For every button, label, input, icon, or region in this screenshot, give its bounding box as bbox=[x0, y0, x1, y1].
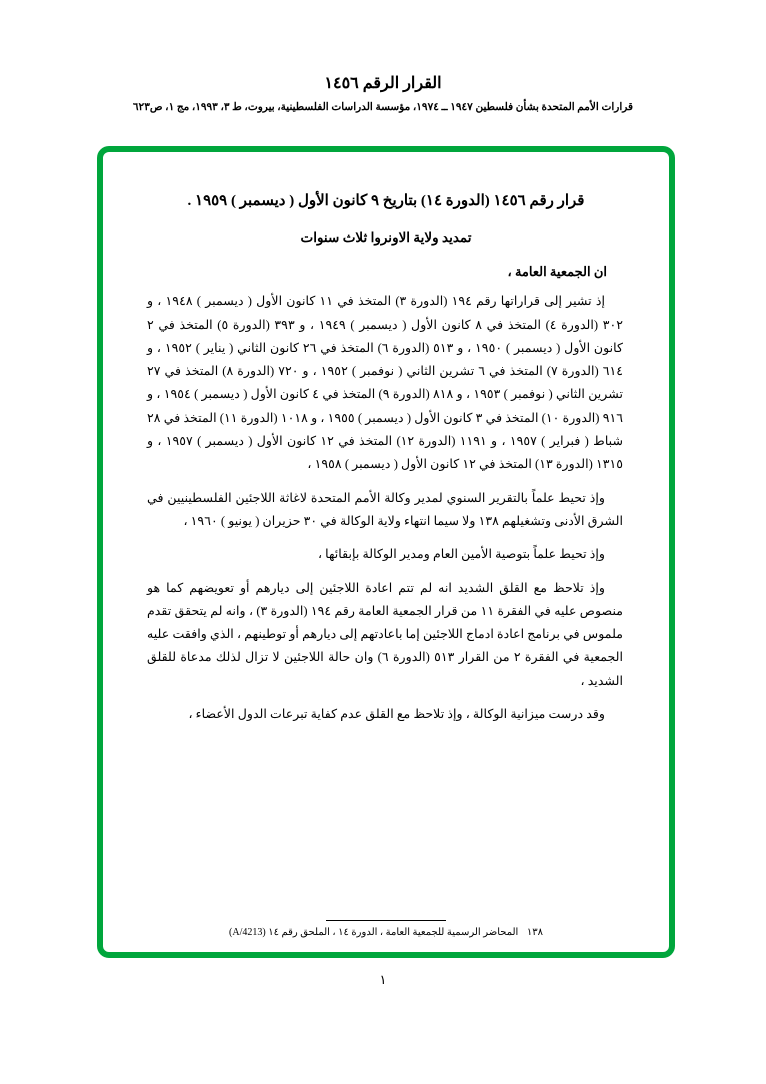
document-body bbox=[103, 152, 669, 952]
footnote bbox=[143, 927, 629, 938]
paragraph-5: وقد درست ميزانية الوكالة ، وإذ تلاحظ مع القلق عدم كفاية تبرعات الدول الأعضاء ، bbox=[188, 707, 605, 721]
assembly-line: ان الجمعية العامة ، bbox=[507, 264, 607, 280]
paragraph-2: وإذ تحيط علماً بالتقرير السنوي لمدير وكالة الأمم المتحدة لاغاثة اللاجئين الفلسطينيين في الشرق الأدنى وتشغيلهم ١٣٨ ولا سيما انتهاء ولاية الوكالة في ٣٠ حزيران ( يونيو ) ١٩٦٠ ، bbox=[147, 490, 623, 528]
paragraph-1: إذ تشير إلى قراراتها رقم ١٩٤ (الدورة ٣) المتخذ في ١١ كانون الأول ( ديسمبر ) ١٩٤٨ ، و ٣٠٢ (الدورة ٤) المتخذ في ٨ كانون الأول ( ديسمبر ) ١٩٤٩ ، و ٣٩٣ (الدورة ٥) المتخذ في ٢ كانون الأول ( ديسمبر ) ١٩٥٠ ، و ٥١٣ (الدورة ٦) المتخذ في ٢٦ كانون الثاني ( يناير ) ١٩٥٢ ، و ٦١٤ (الدورة ٧) المتخذ في ٦ تشرين الثاني ( نوفمبر ) ١٩٥٢ ، و ٧٢٠ (الدورة ٨) المتخذ في ٢٧ تشرين الثاني ( نوفمبر ) ١٩٥٣ ، و ٨١٨ (الدورة ٩) المتخذ في ٤ كانون الأول ( ديسمبر ) ١٩٥٤ ، و ٩١٦ (الدورة ١٠) المتخذ في ٣ كانون الأول ( ديسمبر ) ١٩٥٥ ، و ١٠١٨ (الدورة ١١) المتخذ في ٢٨ شباط ( فبراير ) ١٩٥٧ ، و ١١٩١ (الدورة ١٢) المتخذ في ١٢ كانون الأول ( ديسمبر ) ١٩٥٧ ، و ١٣١٥ (الدورة ١٣) المتخذ في ١٢ كانون الأول ( ديسمبر ) ١٩٥٨ ، bbox=[147, 294, 624, 472]
green-border-frame bbox=[97, 146, 675, 958]
source-citation: قرارات الأمم المتحدة بشأن فلسطين ١٩٤٧ ــ ١٩٧٤، مؤسسة الدراسات الفلسطينية، بيروت، ط ٣، ١٩٩٣، مج ١، ص٦٢٣ bbox=[132, 102, 634, 114]
document-header bbox=[0, 74, 766, 115]
page-number: ١ bbox=[379, 972, 387, 987]
footnote-number: ١٣٨ bbox=[526, 927, 543, 938]
footnote-section bbox=[143, 920, 629, 938]
footnote-text: المحاضر الرسمية للجمعية العامة ، الدورة ١٤ ، الملحق رقم ١٤ (A/4213) bbox=[229, 927, 519, 938]
footnote-divider bbox=[326, 920, 446, 921]
resolution-title: قرار رقم ١٤٥٦ (الدورة ١٤) بتاريخ ٩ كانون الأول ( ديسمبر ) ١٩٥٩ . bbox=[187, 193, 585, 209]
resolution-subject: تمديد ولاية الاونروا ثلاث سنوات bbox=[300, 230, 472, 246]
page-title: القرار الرقم ١٤٥٦ bbox=[324, 75, 442, 92]
paragraph-3: وإذ تحيط علماً بتوصية الأمين العام ومدير الوكالة بإبقائها ، bbox=[317, 547, 605, 562]
paragraph-4: وإذ تلاحظ مع القلق الشديد انه لم تتم اعادة اللاجئين إلى ديارهم أو تعويضهم كما هو منصوص عليه في الفقرة ١١ من قرار الجمعية العامة رقم ١٩٤ (الدورة ٣) ، وانه لم يتحقق تقدم ملموس في برنامج اعادة ادماج اللاجئين إما باعادتهم إلى ديارهم أو توطينهم ، الذي وافقت عليه الجمعية في الفقرة ٢ من القرار ٥١٣ (الدورة ٦) وان حالة اللاجئين لا تزال لذلك مدعاة للقلق الشديد ، bbox=[147, 580, 624, 688]
